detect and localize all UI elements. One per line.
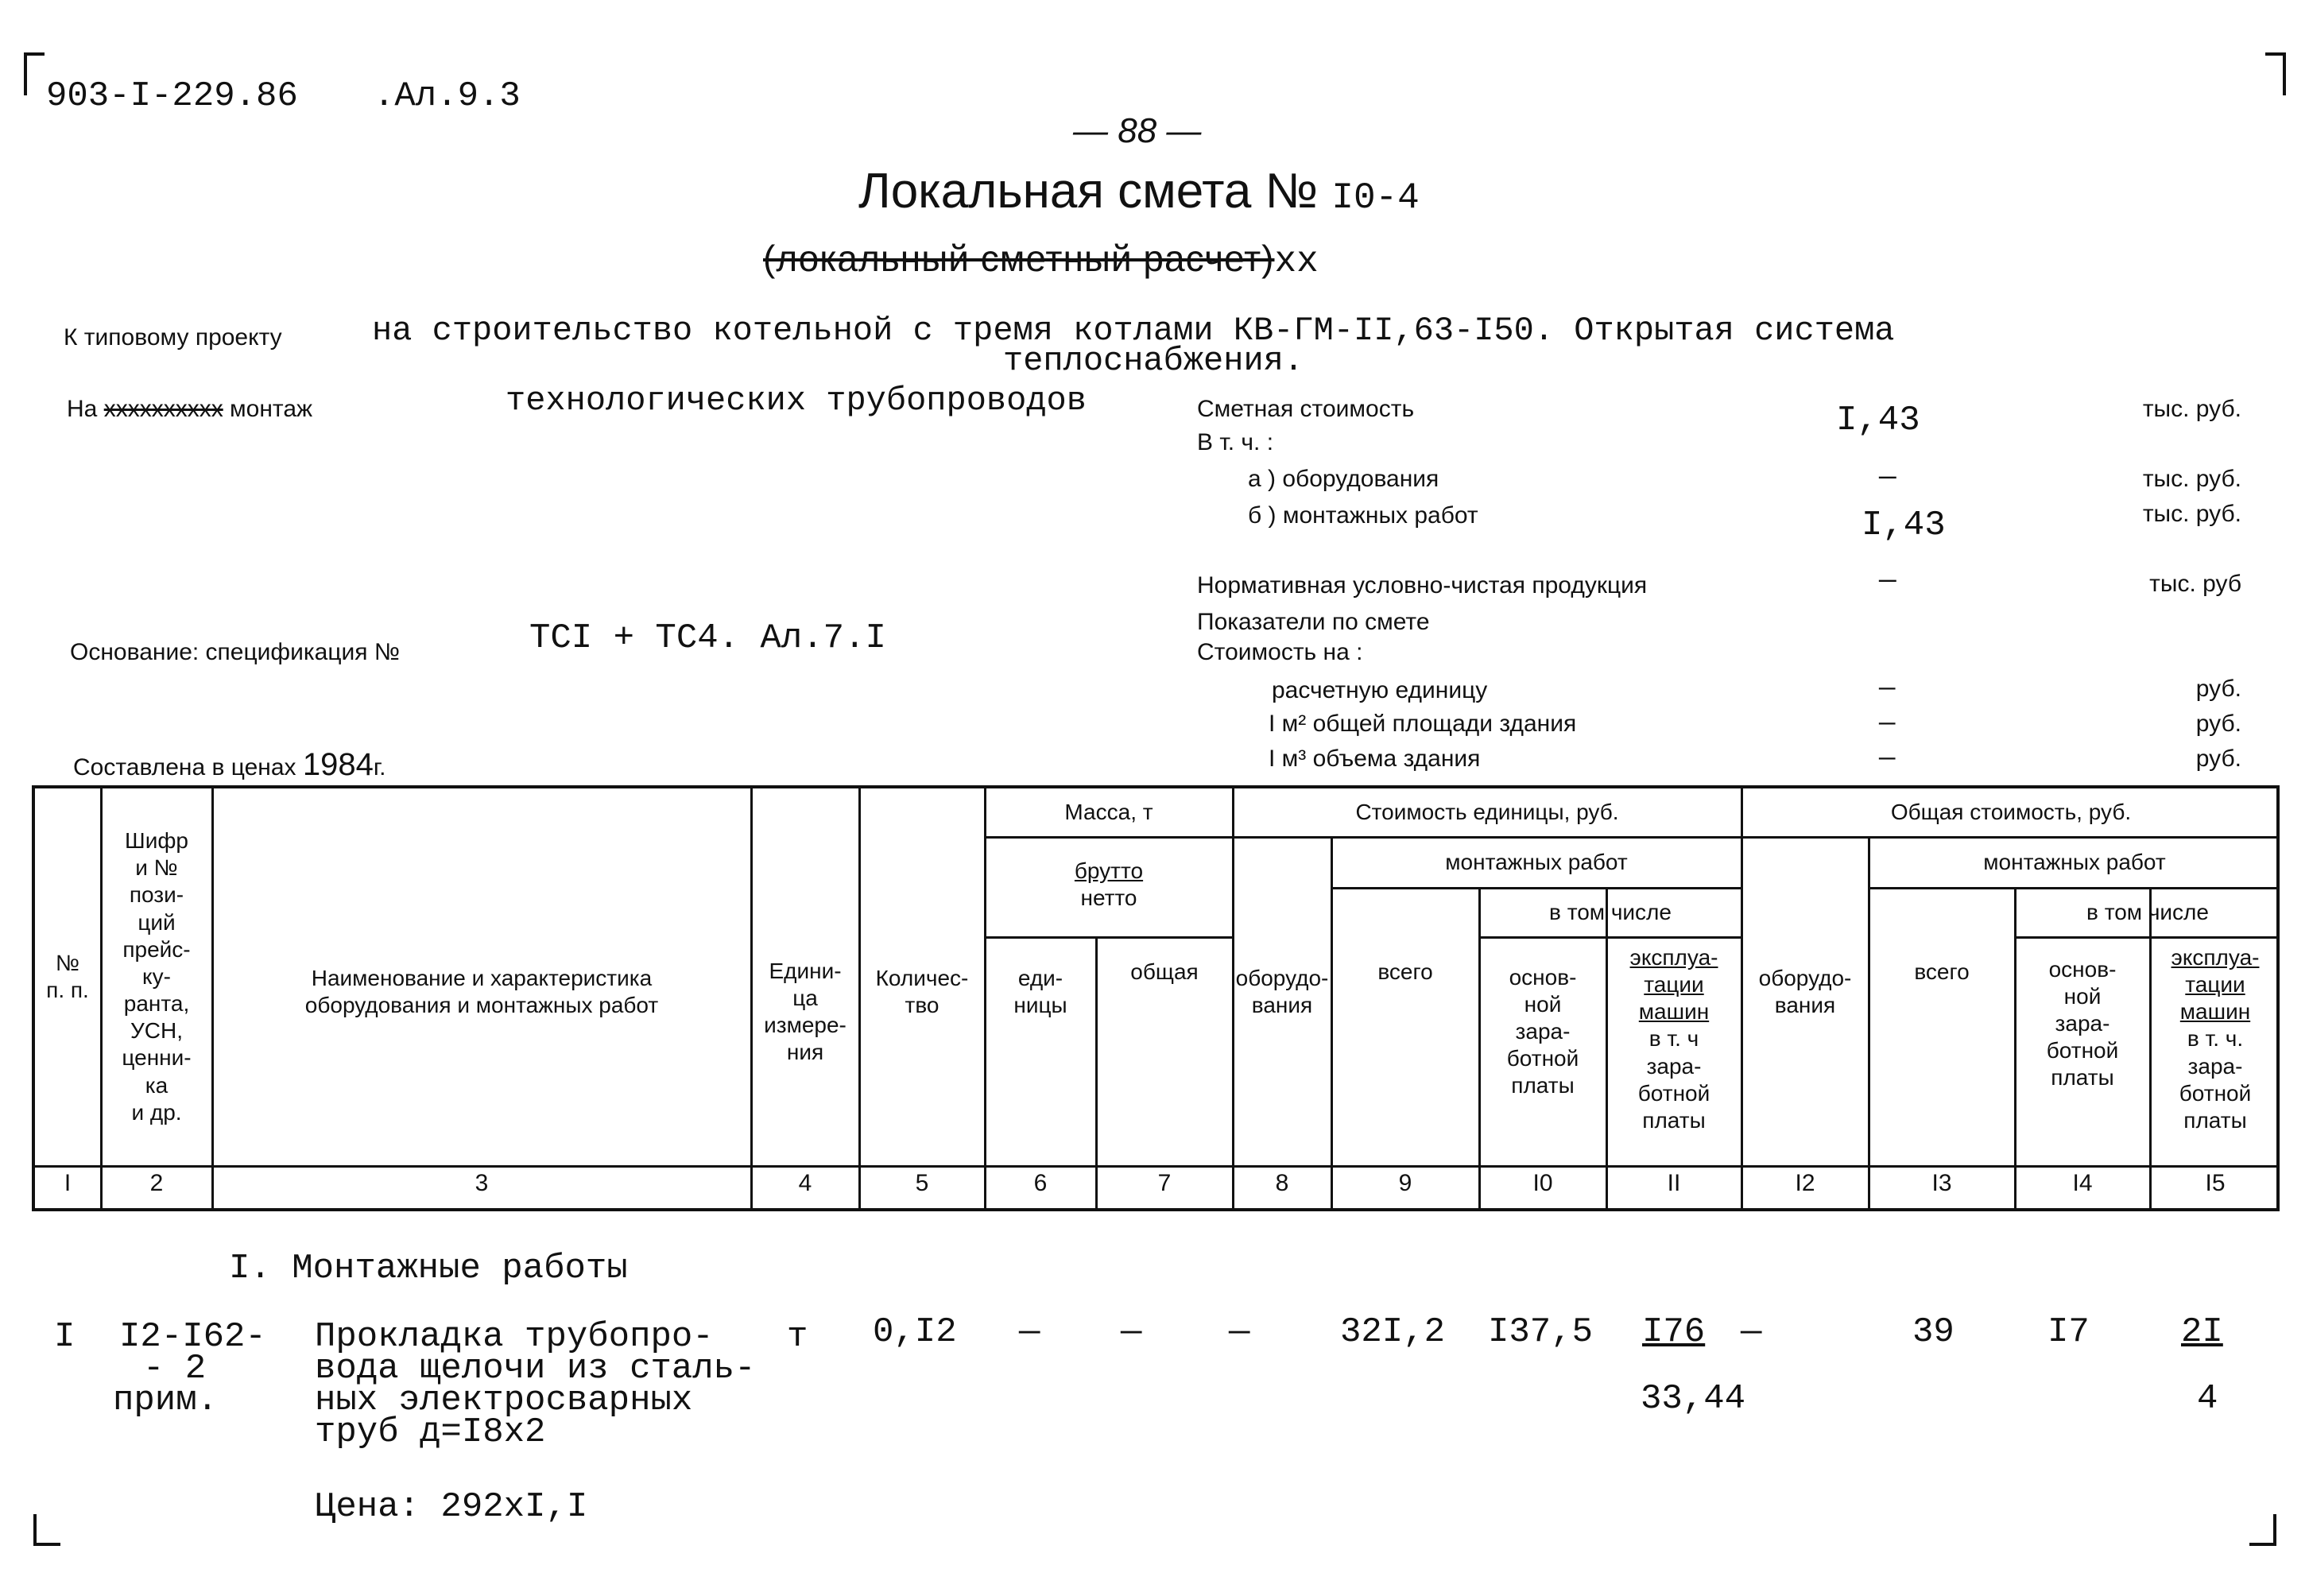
area-unit: руб. [2195,711,2241,737]
header-total-all: всего [1914,959,1970,984]
header-mass-unit: еди- ницы [1013,965,1067,1017]
volume-value: — [1879,744,1896,774]
project-label: К типовому проекту [64,324,282,351]
header-unit-mach: эксплуа- тации машин в т. ч зара- ботной платы [1629,945,1718,1133]
on-label: На xxxxxxxxxx монтаж [67,396,313,422]
on-value: технологических трубопроводов [506,382,1087,420]
col-num-14: I4 [2072,1170,2093,1196]
cost-label: Сметная стоимость [1197,396,1415,422]
mount-label: б ) монтажных работ [1248,502,1478,529]
header-code: Шифр и № пози- ций прейс- ку- ранта, УСН, ценни- ка и др. [122,828,192,1125]
header-total-incl: в том числе [2086,899,2209,924]
row1-no: I [54,1317,76,1357]
basis-value: ТСI + ТС4. Ал.7.I [529,618,886,658]
equip-value: — [1879,461,1896,494]
title-number: I0-4 [1331,177,1420,219]
document-code: 903-I-229.86 [46,76,298,116]
header-unit-incl: в том числе [1549,899,1672,924]
incl-label: В т. ч. : [1197,429,1274,455]
header-unit: Едини- ца измере- ния [764,958,847,1065]
subtitle-tail: xx [1274,241,1319,282]
header-no: № п. п. [46,950,89,1002]
calc-unit-label: расчетную единицу [1272,677,1488,703]
cost-value: I,43 [1836,401,1920,440]
row1-code-3: прим. [113,1381,219,1420]
header-unit-all: всего [1377,959,1433,984]
basis-label: Основание: спецификация № [70,639,401,665]
row1-name-1: Прокладка трубопро- [315,1317,714,1357]
equip-label: а ) оборудования [1248,466,1439,492]
corner-mark-bottom-left [33,1514,60,1546]
row1-unit: т [787,1317,808,1357]
row1-code-2: - 2 [143,1349,207,1389]
header-unit-mount: монтажных работ [1445,849,1628,874]
subtitle-struck: (локальный сметный расчет) [763,238,1275,279]
col-num-13: I3 [1931,1170,1952,1196]
col-num-4: 4 [798,1170,812,1196]
row1-name-3: ных электросварных [315,1381,693,1420]
row1-total-wage: I7 [2047,1312,2090,1352]
header-total-equip: оборудо- вания [1758,965,1852,1017]
col-num-8: 8 [1275,1170,1289,1196]
title-prefix: Локальная смета № [858,164,1319,219]
row1-name-2: вода щелочи из сталь- [315,1349,756,1389]
volume-unit: руб. [2195,746,2241,772]
row1-total-mach-wage: 4 [2197,1379,2218,1419]
sheet-number: .Ал.9.3 [374,76,521,116]
header-mass: Масса, т [1064,799,1153,824]
row1-all: 32I,2 [1340,1312,1446,1352]
estimate-table-header [32,785,2280,1211]
norm-value: — [1879,564,1896,597]
header-unit-wage: основ- ной зара- ботной платы [1506,964,1579,1098]
col-num-7: 7 [1157,1170,1172,1196]
prices-label: Составлена в ценах 1984г. [73,747,386,782]
calc-unit-value: — [1879,674,1896,704]
volume-label: I м³ объема здания [1269,746,1481,772]
header-mass-total: общая [1130,959,1199,984]
row1-equip: — [1229,1312,1250,1352]
calc-unit-unit: руб. [2195,676,2241,702]
col-num-9: 9 [1398,1170,1412,1196]
header-name: Наименование и характеристика оборудования и монтажных работ [304,965,659,1017]
area-value: — [1879,709,1896,739]
section-title: I. Монтажные работы [229,1249,628,1288]
row1-mach-wage: 33,44 [1641,1379,1746,1419]
header-totalcost: Общая стоимость, руб. [1890,799,2132,824]
cost-unit: тыс. руб. [2142,396,2241,422]
corner-mark-bottom-right [2249,1514,2276,1546]
header-unitcost: Стоимость единицы, руб. [1355,799,1619,824]
header-qty: Количес- тво [875,965,969,1017]
col-num-2: 2 [149,1170,164,1196]
row1-wage: I37,5 [1488,1312,1594,1352]
row1-name-4: труб д=I8х2 [315,1412,546,1452]
cost-on-label: Стоимость на : [1197,639,1363,665]
col-num-5: 5 [915,1170,929,1196]
col-num-11: II [1667,1170,1681,1196]
row1-mach: I76 [1642,1312,1706,1352]
row1-total-mach: 2I [2181,1312,2223,1352]
header-unit-equip: оборудо- вания [1235,965,1329,1017]
col-num-6: 6 [1033,1170,1048,1196]
on-label-struck: xxxxxxxxxx [103,396,223,422]
row1-total-equip: — [1741,1312,1762,1352]
indicators-label: Показатели по смете [1197,609,1430,635]
row1-price: Цена: 292хI,I [315,1487,588,1527]
norm-unit: тыс. руб [2149,571,2241,597]
project-line-2: теплоснабжения. [1003,342,1304,380]
col-num-10: I0 [1532,1170,1553,1196]
mount-value: I,43 [1862,506,1946,545]
col-num-12: I2 [1795,1170,1815,1196]
col-num-1: I [64,1170,72,1196]
row1-total-all: 39 [1912,1312,1955,1352]
mount-unit: тыс. руб. [2142,501,2241,527]
col-num-3: 3 [475,1170,489,1196]
prices-year: 1984 [302,747,374,782]
page-number: — 88 — [1073,111,1202,150]
project-line-1: на строительство котельной с тремя котлами КВ-ГМ-II,63-I50. Открытая система [372,312,1895,350]
page-title [858,163,1420,219]
header-total-mount: монтажных работ [1983,849,2166,874]
header-total-mach: эксплуа- тации машин в т. ч. зара- ботной платы [2171,945,2260,1133]
equip-unit: тыс. руб. [2142,466,2241,492]
col-num-15: I5 [2205,1170,2226,1196]
header-total-wage: основ- ной зара- ботной платы [2046,956,2119,1090]
row1-mass-unit: — [1019,1312,1040,1352]
corner-mark-top-left [24,52,45,95]
row1-mass-total: — [1121,1312,1142,1352]
header-brutto: брутто нетто [1074,858,1144,910]
row1-code-1: I2-I62- [119,1317,266,1357]
subtitle [763,237,1319,282]
norm-label: Нормативная условно-чистая продукция [1197,572,1648,598]
row1-qty: 0,I2 [873,1312,957,1352]
area-label: I м² общей площади здания [1269,711,1577,737]
corner-mark-top-right [2265,52,2286,95]
